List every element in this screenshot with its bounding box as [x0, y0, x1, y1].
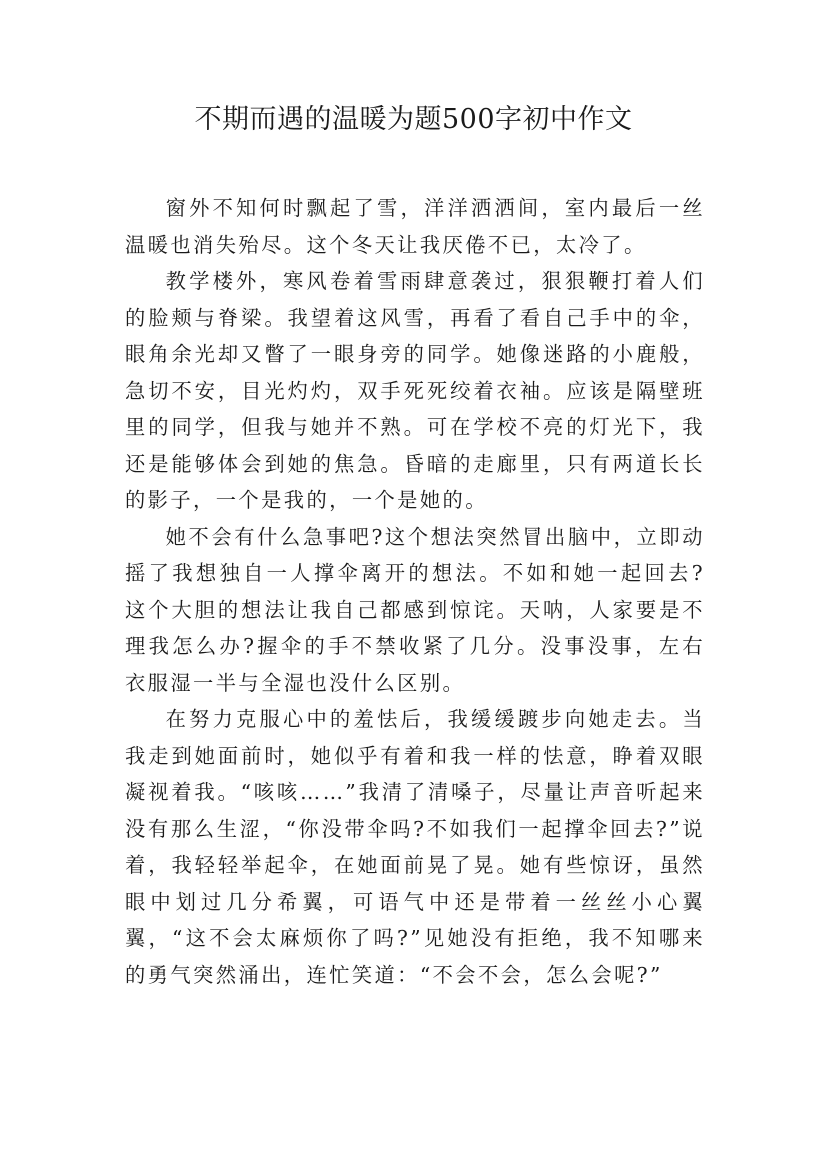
essay-body: [125, 190, 705, 993]
paragraph-3: 她不会有什么急事吧?这个想法突然冒出脑中，立即动摇了我想独自一人撑伞离开的想法。不如和她一起回去?这个大胆的想法让我自己都感到惊诧。天呐，人家要是不理我怎么办?握伞的手不禁收紧了几分。没事没事，左右衣服湿一半与全湿也没什么区别。: [125, 524, 705, 695]
paragraph-1: 窗外不知何时飘起了雪，洋洋洒洒间，室内最后一丝温暖也消失殆尽。这个冬天让我厌倦不已，太冷了。: [125, 196, 705, 257]
paragraph-2: 教学楼外，寒风卷着雪雨肆意袭过，狠狠鞭打着人们的脸颊与脊梁。我望着这风雪，再看了看自己手中的伞，眼角余光却又瞥了一眼身旁的同学。她像迷路的小鹿般，急切不安，目光灼灼，双手死死绞着衣袖。应该是隔壁班里的同学，但我与她并不熟。可在学校不亮的灯光下，我还是能够体会到她的焦急。昏暗的走廊里，只有两道长长的影子，一个是我的，一个是她的。: [125, 269, 705, 512]
document-title: 不期而遇的温暖为题500字初中作文: [194, 104, 633, 135]
paragraph-4: 在努力克服心中的羞怯后，我缓缓踱步向她走去。当我走到她面前时，她似乎有着和我一样的怯意，睁着双眼凝视着我。“咳咳……”我清了清嗓子，尽量让声音听起来没有那么生涩，“你没带伞吗?不如我们一起撑伞回去?”说着，我轻轻举起伞，在她面前晃了晃。她有些惊讶，虽然眼中划过几分希翼，可语气中还是带着一丝丝小心翼翼，“这不会太麻烦你了吗?”见她没有拒绝，我不知哪来的勇气突然涌出，连忙笑道：“不会不会，怎么会呢?”: [125, 707, 705, 987]
